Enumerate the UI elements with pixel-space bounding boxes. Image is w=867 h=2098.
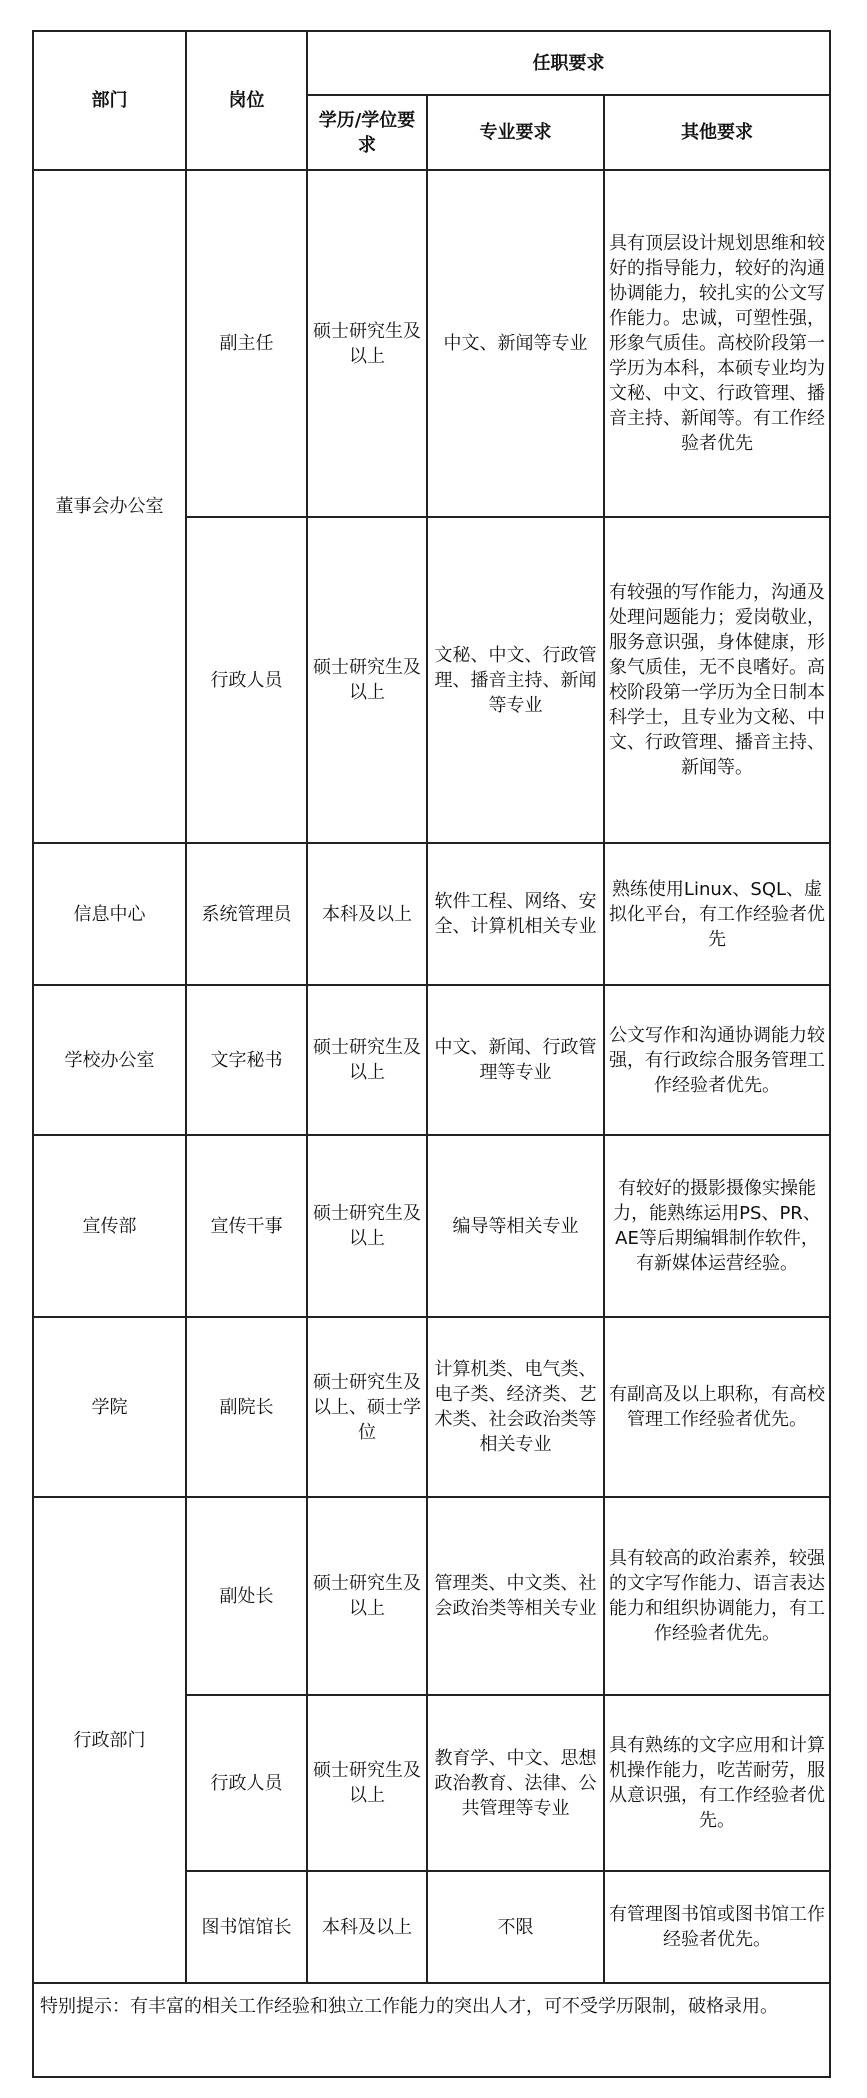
education-cell: 硕士研究生及以上	[307, 985, 427, 1135]
header-row	[33, 31, 830, 95]
recruitment-requirements-table	[32, 30, 831, 2078]
note-row	[33, 1983, 830, 2077]
special-note: 特别提示：有丰富的相关工作经验和独立工作能力的突出人才，可不受学历限制，破格录用。	[33, 1983, 830, 2077]
table-row	[33, 1135, 830, 1317]
position-cell: 副主任	[186, 170, 307, 517]
table-row	[33, 1497, 830, 1695]
dept-cell: 学院	[33, 1317, 186, 1497]
major-cell: 计算机类、电气类、电子类、经济类、艺术类、社会政治类等相关专业	[427, 1317, 604, 1497]
major-cell: 文秘、中文、行政管理、播音主持、新闻等专业	[427, 517, 604, 843]
other-cell: 有管理图书馆或图书馆工作经验者优先。	[604, 1871, 830, 1983]
position-cell: 行政人员	[186, 1695, 307, 1871]
other-cell: 有较好的摄影摄像实操能力，能熟练运用PS、PR、AE等后期编辑制作软件，有新媒体运营经验。	[604, 1135, 830, 1317]
position-cell: 系统管理员	[186, 843, 307, 985]
dept-cell: 信息中心	[33, 843, 186, 985]
other-cell: 公文写作和沟通协调能力较强，有行政综合服务管理工作经验者优先。	[604, 985, 830, 1135]
header-other: 其他要求	[604, 95, 830, 170]
education-cell: 本科及以上	[307, 843, 427, 985]
header-department: 部门	[33, 31, 186, 170]
other-cell: 具有熟练的文字应用和计算机操作能力，吃苦耐劳，服从意识强，有工作经验者优先。	[604, 1695, 830, 1871]
dept-cell: 宣传部	[33, 1135, 186, 1317]
education-cell: 硕士研究生及以上	[307, 517, 427, 843]
position-cell: 图书馆馆长	[186, 1871, 307, 1983]
education-cell: 本科及以上	[307, 1871, 427, 1983]
other-cell: 有副高及以上职称，有高校管理工作经验者优先。	[604, 1317, 830, 1497]
header-position: 岗位	[186, 31, 307, 170]
position-cell: 副院长	[186, 1317, 307, 1497]
table-row	[33, 843, 830, 985]
major-cell: 编导等相关专业	[427, 1135, 604, 1317]
major-cell: 教育学、中文、思想政治教育、法律、公共管理等专业	[427, 1695, 604, 1871]
position-cell: 文字秘书	[186, 985, 307, 1135]
position-cell: 行政人员	[186, 517, 307, 843]
education-cell: 硕士研究生及以上	[307, 1497, 427, 1695]
major-cell: 中文、新闻、行政管理等专业	[427, 985, 604, 1135]
education-cell: 硕士研究生及以上、硕士学位	[307, 1317, 427, 1497]
other-cell: 具有顶层设计规划思维和较好的指导能力，较好的沟通协调能力，较扎实的公文写作能力。忠诚，可塑性强，形象气质佳。高校阶段第一学历为本科，本硕专业均为文秘、中文、行政管理、播音主持、新闻等。有工作经验者优先	[604, 170, 830, 517]
dept-cell: 董事会办公室	[33, 170, 186, 843]
education-cell: 硕士研究生及以上	[307, 1695, 427, 1871]
position-cell: 宣传干事	[186, 1135, 307, 1317]
dept-cell: 学校办公室	[33, 985, 186, 1135]
major-cell: 中文、新闻等专业	[427, 170, 604, 517]
dept-cell: 行政部门	[33, 1497, 186, 1983]
header-education: 学历/学位要求	[307, 95, 427, 170]
header-major: 专业要求	[427, 95, 604, 170]
other-cell: 具有较高的政治素养，较强的文字写作能力、语言表达能力和组织协调能力，有工作经验者优先。	[604, 1497, 830, 1695]
table-row	[33, 1317, 830, 1497]
other-cell: 熟练使用Linux、SQL、虚拟化平台，有工作经验者优先	[604, 843, 830, 985]
major-cell: 软件工程、网络、安全、计算机相关专业	[427, 843, 604, 985]
major-cell: 管理类、中文类、社会政治类等相关专业	[427, 1497, 604, 1695]
header-requirements: 任职要求	[307, 31, 830, 95]
table-row	[33, 170, 830, 517]
table-row	[33, 985, 830, 1135]
education-cell: 硕士研究生及以上	[307, 170, 427, 517]
position-cell: 副处长	[186, 1497, 307, 1695]
major-cell: 不限	[427, 1871, 604, 1983]
other-cell: 有较强的写作能力，沟通及处理问题能力；爱岗敬业，服务意识强，身体健康，形象气质佳，无不良嗜好。高校阶段第一学历为全日制本科学士，且专业为文秘、中文、行政管理、播音主持、新闻等。	[604, 517, 830, 843]
education-cell: 硕士研究生及以上	[307, 1135, 427, 1317]
